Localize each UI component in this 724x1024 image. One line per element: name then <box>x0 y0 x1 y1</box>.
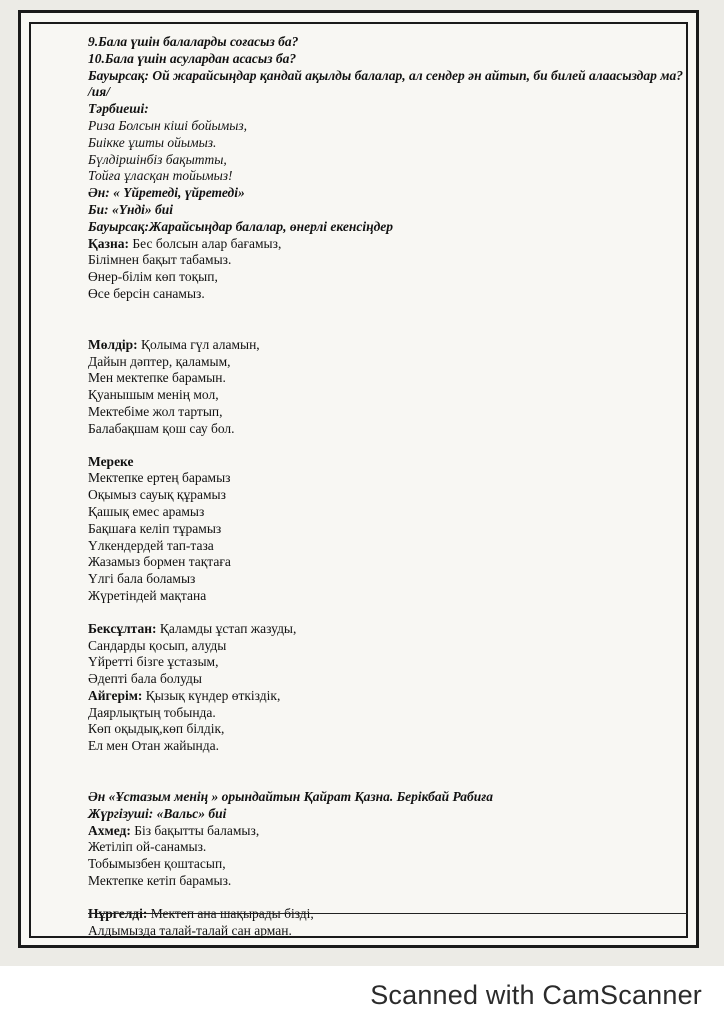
text-line: Ән «Ұстазым менің » орындайтын Қайрат Қазна. Берікбай Рабиға <box>88 789 494 805</box>
text-line: Әдепті бала болуды <box>88 671 202 687</box>
text-line: Бауырсақ:Жарайсыңдар балалар, өнерлі екенсіңдер <box>88 218 394 234</box>
text-line: Білімнен бақыт табамыз. <box>88 252 232 268</box>
line-text: Біз бақытты баламыз, <box>130 822 260 838</box>
line-text: Қолыма гүл аламын, <box>137 336 260 352</box>
text-line: Даярлықтың тобында. <box>88 704 216 720</box>
text-line: Өсе берсін санамыз. <box>88 285 205 301</box>
text-line: Үлгі бала боламыз <box>88 571 196 587</box>
blank-gap <box>88 605 688 621</box>
speaker-label: Бауырсақ: <box>88 67 149 83</box>
text-line: Оқымыз сауық құрамыз <box>88 487 226 503</box>
text-line: Бүлдіршінбіз бақытты, <box>88 151 227 167</box>
text-line: Тобымызбен қоштасып, <box>88 856 226 872</box>
text-line: Биікке ұшты ойымыз. <box>88 134 217 150</box>
blank-gap <box>88 438 688 454</box>
line-text: Ой жарайсыңдар қандай ақылды балалар, ал сендер ән айтып, би билей алаасыздар ма? /ия/ <box>88 67 683 100</box>
blank-gap <box>88 303 688 337</box>
text-line: Жазамыз бормен тақтаға <box>88 554 231 570</box>
text-line: Дайын дәптер, қаламым, <box>88 353 231 369</box>
text-line <box>88 337 688 354</box>
text-line: Тойға ұласқан тойымыз! <box>88 168 233 184</box>
speaker-label: Мөлдір: <box>88 336 138 352</box>
text-line: Өнер-білім көп тоқып, <box>88 269 218 285</box>
text-line <box>88 68 688 102</box>
watermark-bar <box>0 966 724 1024</box>
line-text: Қызық күндер өткіздік, <box>142 687 281 703</box>
text-line: Мен мектепке барамын. <box>88 370 226 386</box>
text-line: Көп оқыдық,көп білдік, <box>88 721 225 737</box>
text-line: Мереке <box>88 453 134 469</box>
text-line: Жетіліп ой-санамыз. <box>88 839 207 855</box>
text-line: Жүргізуші: «Вальс» биі <box>88 805 227 821</box>
line-text: Бес болсын алар бағамыз, <box>129 235 282 251</box>
text-line: Үлкендердей тап-таза <box>88 537 214 553</box>
line-text: Мектеп ана шақырады бізді, <box>147 905 314 921</box>
text-line: Сандарды қосып, алуды <box>88 637 227 653</box>
text-line: Балабақшам қош сау бол. <box>88 420 235 436</box>
text-line <box>88 688 688 705</box>
speaker-label: Нұргелді: <box>88 905 148 921</box>
text-line: Би: «Үнді» биі <box>88 201 174 217</box>
text-line: Мектебіме жол тартып, <box>88 403 223 419</box>
text-line <box>88 823 688 840</box>
text-line: Мектепке ертең барамыз <box>88 470 231 486</box>
speaker-label: Ахмед: <box>88 822 131 838</box>
text-line: Жүретіндей мақтана <box>88 587 207 603</box>
text-line: Ән: « Үйретеді, үйретеді» <box>88 185 245 201</box>
text-line <box>88 906 688 923</box>
blank-gap <box>88 755 688 789</box>
speaker-label: Айгерім: <box>88 687 143 703</box>
speaker-label: Бексұлтан: <box>88 620 157 636</box>
text-line: Бақшаға келіп тұрамыз <box>88 520 222 536</box>
text-line: Қашық емес арамыз <box>88 503 205 519</box>
text-line: 10.Бала үшін асулардан асасыз ба? <box>88 50 297 66</box>
text-line: Тәрбиеші: <box>88 101 149 117</box>
speaker-label: Қазна: <box>88 235 129 251</box>
text-line: Мектепке кетіп барамыз. <box>88 873 232 889</box>
text-line: Ел мен Отан жайында. <box>88 738 219 754</box>
watermark-text: Scanned with CamScanner <box>370 980 702 1010</box>
script-text <box>88 34 688 939</box>
text-line: Риза Болсын кіші бойымыз, <box>88 117 248 133</box>
text-line: Қуанышым менің мол, <box>88 387 219 403</box>
text-line: Алдымызда талай-талай сан арман. <box>88 922 292 938</box>
blank-gap <box>88 890 688 906</box>
text-line: Үйретті бізге ұстазым, <box>88 654 219 670</box>
line-text: Қаламды ұстап жазуды, <box>156 620 297 636</box>
text-line <box>88 621 688 638</box>
text-line: 9.Бала үшін балаларды соғасыз ба? <box>88 34 299 49</box>
bottom-rule <box>88 913 688 914</box>
text-line <box>88 236 688 253</box>
